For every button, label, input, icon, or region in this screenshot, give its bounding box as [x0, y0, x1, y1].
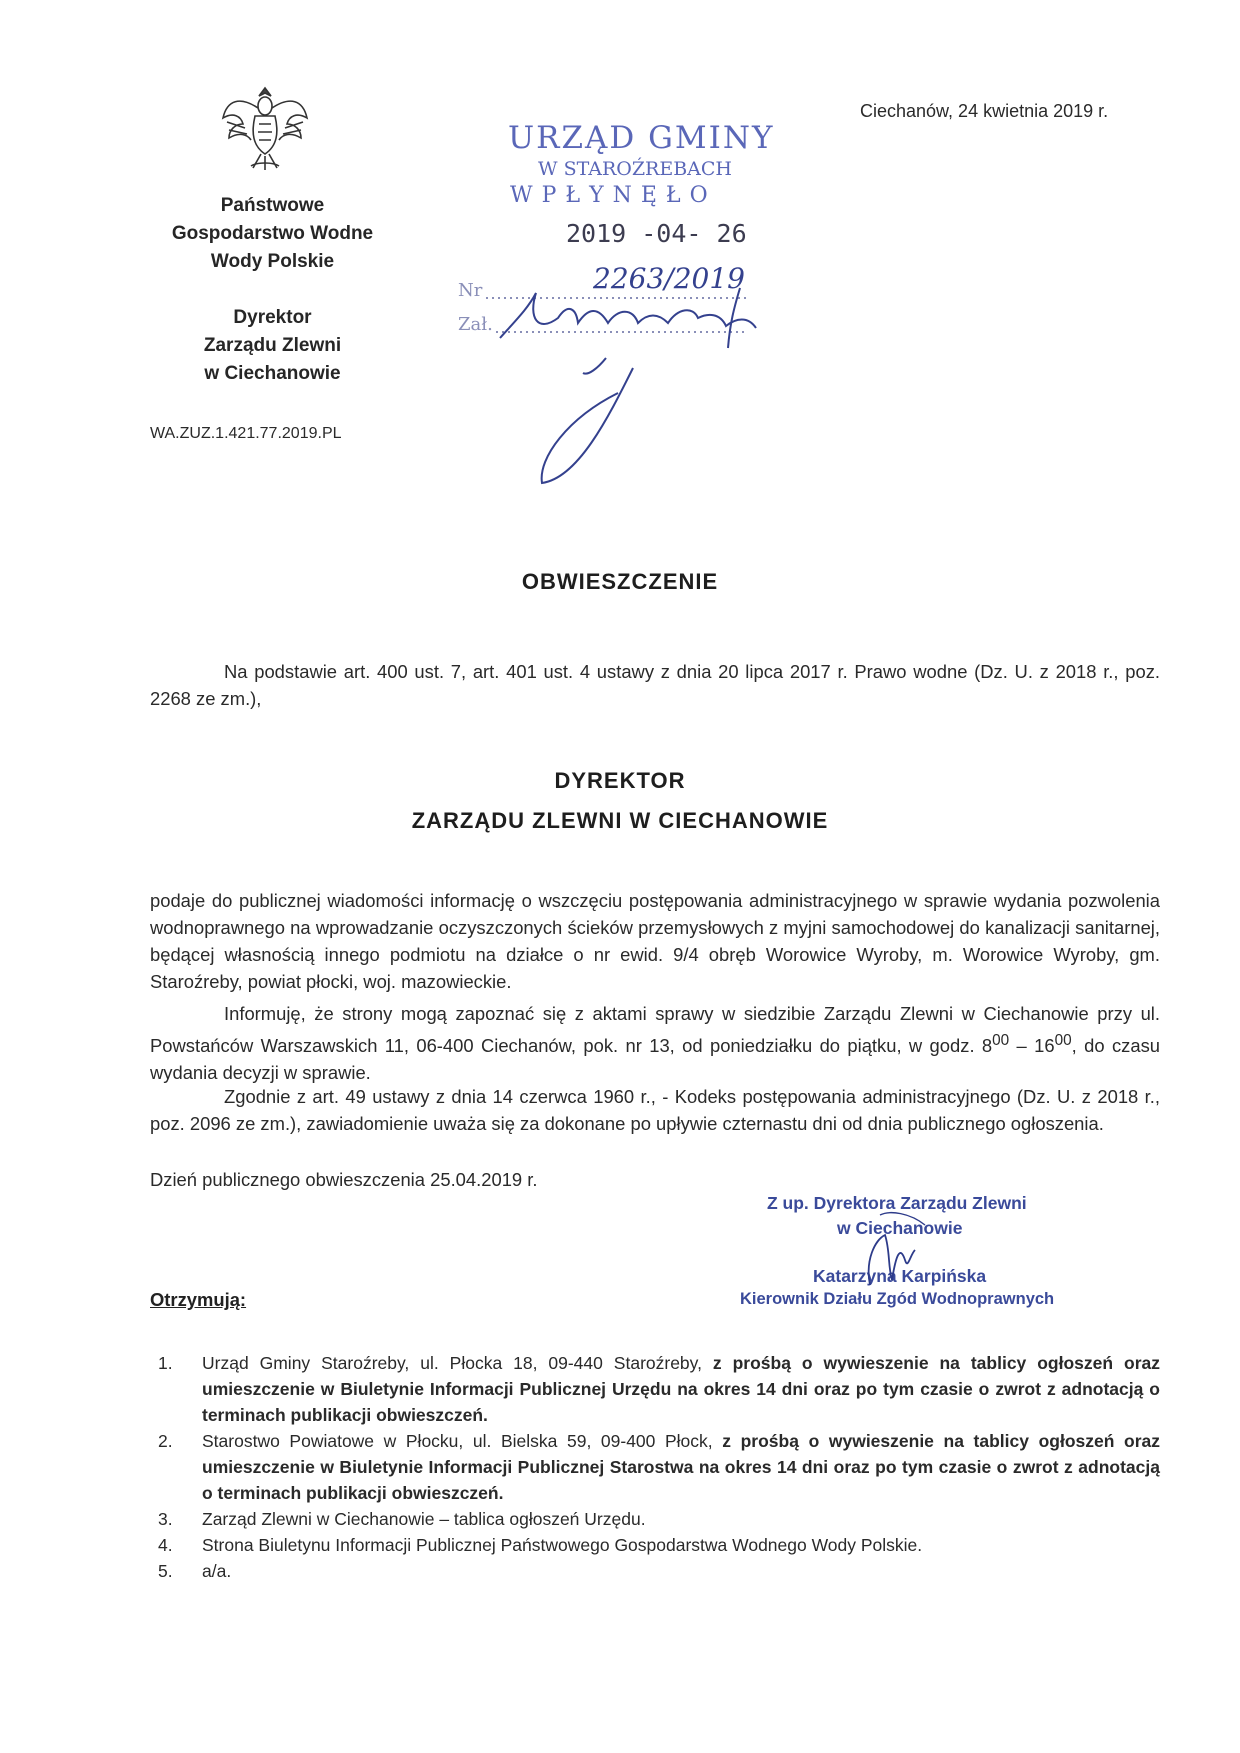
- legal-effect-paragraph: Zgodnie z art. 49 ustawy z dnia 14 czerwca 1960 r., - Kodeks postępowania administracyjnego (Dz. U. z 2018 r., poz. 2096 ze zm.), zawiadomienie uważa się za dokonane po upływie czternastu dni od dnia publicznego ogłoszenia.: [150, 1086, 1160, 1134]
- recipient-address: a/a.: [202, 1561, 232, 1581]
- files-access-text: Informuję, że strony mogą zapoznać się z aktami sprawy w siedzibie Zarządu Zlewni w Ciechanowie przy ul. Powstańców Warszawskich 11, 06-400 Ciechanów, pok. nr 13, od poniedziałku do piątku, w godz. 8: [150, 1003, 1160, 1057]
- issuer-line: w Ciechanowie: [204, 363, 341, 384]
- signature-block: [700, 1185, 1170, 1315]
- issuer-line: Zarządu Zlewni: [203, 335, 342, 356]
- stamp-number-label: Nr: [458, 280, 483, 301]
- recipient-item: [150, 1350, 1160, 1428]
- issuer-line: Wody Polskie: [210, 251, 335, 272]
- issuer-line: Dyrektor: [233, 307, 312, 328]
- stamp-received-label: W P Ł Y N Ę Ł O: [510, 183, 709, 208]
- stamp-office-name: URZĄD GMINY: [508, 120, 775, 156]
- recipient-item: [150, 1428, 1160, 1506]
- stamp-registration-number: 2263/2019: [593, 262, 745, 295]
- signature-authorization: Z up. Dyrektora Zarządu Zlewni: [767, 1193, 1027, 1213]
- issuer-line: Państwowe: [220, 195, 325, 216]
- recipients-heading: Otrzymują:: [150, 1289, 247, 1310]
- legal-basis-paragraph: Na podstawie art. 400 ust. 7, art. 401 ust. 4 ustawy z dnia 20 lipca 2017 r. Prawo wodne (Dz. U. z 2018 r., poz. 2268 ze zm.),: [150, 661, 1160, 709]
- handwritten-signature: [830, 1205, 950, 1295]
- receipt-stamp: [458, 118, 788, 518]
- files-access-end: , do czasu wydania decyzji w sprawie.: [150, 1035, 1160, 1084]
- document-title: OBWIESZCZENIE: [521, 569, 719, 594]
- issuer-block: [150, 192, 395, 388]
- hours-start-minutes: 00: [992, 1032, 1010, 1049]
- handwritten-annotation: [500, 288, 756, 483]
- stamp-received-date: 2019 -04- 26: [566, 219, 747, 248]
- hours-end-minutes: 00: [1054, 1032, 1072, 1049]
- recipient-item: [150, 1506, 1160, 1532]
- issuer-spacer: [150, 276, 395, 304]
- recipient-number: 5.: [158, 1561, 173, 1581]
- signature-name: Katarzyna Karpińska: [813, 1266, 987, 1286]
- case-reference: WA.ZUZ.1.421.77.2019.PL: [150, 425, 342, 442]
- stamp-office-location: W STAROŹREBACH: [538, 158, 732, 180]
- recipient-request: z prośbą o wywieszenie na tablicy ogłoszeń oraz umieszczenie w Biuletynie Informacji Publicznej Urzędu na okres 14 dni oraz po tym czasie o zwrot z adnotacją o terminach publikacji obwieszczeń.: [202, 1353, 1160, 1425]
- notice-paragraph: podaje do publicznej wiadomości informację o wszczęciu postępowania administracyjnego w sprawie wydania pozwolenia wodnoprawnego na wprowadzanie oczyszczonych ścieków przemysłowych z myjni samochodowej do kanalizacji sanitarnej, będącej własnością innego podmiotu na działce o nr ewid. 9/4 obręb Worowice Wyroby, m. Worowice Wyroby, gm. Staroźreby, powiat płocki, woj. mazowieckie.: [150, 890, 1160, 992]
- recipient-number: 3.: [158, 1509, 173, 1529]
- authority-subtitle: ZARZĄDU ZLEWNI W CIECHANOWIE: [411, 808, 829, 833]
- recipient-item: [150, 1558, 1160, 1584]
- recipient-number: 1.: [158, 1353, 173, 1373]
- recipient-address: Starostwo Powiatowe w Płocku, ul. Bielska 59, 09-400 Płock,: [202, 1431, 723, 1451]
- eagle-emblem-icon: [215, 78, 315, 178]
- stamp-attachments-label: Zał.: [458, 314, 493, 335]
- recipients-list: [150, 1350, 1160, 1584]
- hours-separator: – 16: [1009, 1035, 1055, 1057]
- recipient-item: [150, 1532, 1160, 1558]
- document-date: Ciechanów, 24 kwietnia 2019 r.: [860, 101, 1109, 121]
- publication-date-line: Dzień publicznego obwieszczenia 25.04.2019 r.: [150, 1169, 538, 1190]
- recipient-number: 2.: [158, 1431, 173, 1451]
- issuer-line: Gospodarstwo Wodne: [171, 223, 374, 244]
- signature-position: Kierownik Działu Zgód Wodnoprawnych: [740, 1290, 1055, 1308]
- files-access-paragraph: [150, 1000, 1160, 1086]
- recipient-address: Zarząd Zlewni w Ciechanowie – tablica ogłoszeń Urzędu.: [202, 1509, 646, 1529]
- recipient-address: Urząd Gminy Staroźreby, ul. Płocka 18, 09-440 Staroźreby,: [202, 1353, 713, 1373]
- recipient-number: 4.: [158, 1535, 173, 1555]
- recipient-address: Strona Biuletynu Informacji Publicznej Państwowego Gospodarstwa Wodnego Wody Polskie.: [202, 1535, 923, 1555]
- signature-location: w Ciechanowie: [837, 1218, 963, 1238]
- recipient-request: z prośbą o wywieszenie na tablicy ogłoszeń oraz umieszczenie w Biuletynie Informacji Publicznej Starostwa na okres 14 dni oraz po tym czasie o zwrot z adnotacją o terminach publikacji obwieszczeń.: [202, 1431, 1160, 1503]
- authority-title: DYREKTOR: [554, 768, 686, 793]
